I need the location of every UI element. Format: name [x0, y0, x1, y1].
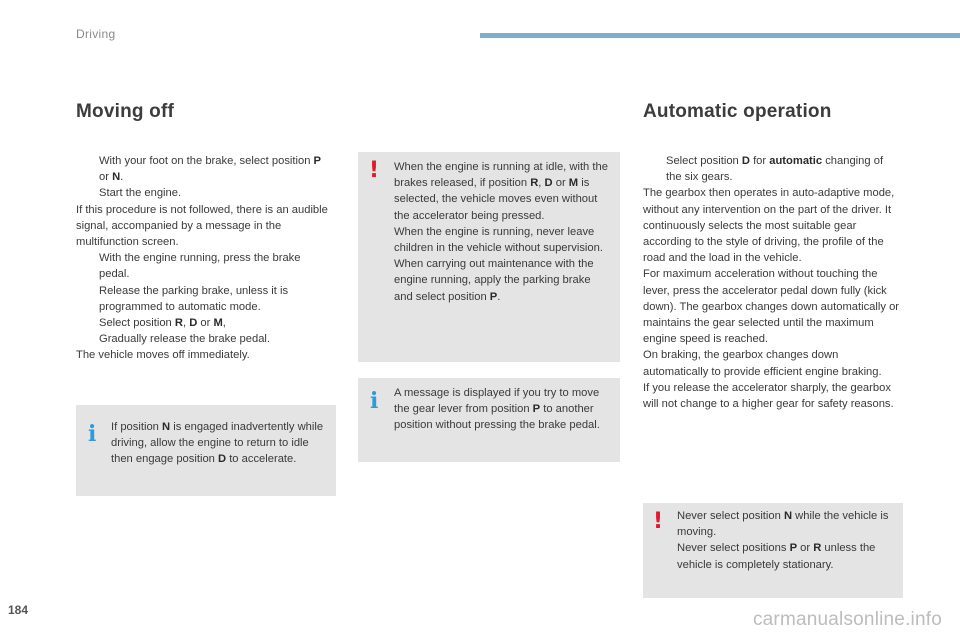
text-run: Never select positions — [677, 542, 790, 555]
emphasis-text: automatic — [769, 155, 823, 167]
info-icon: i — [88, 421, 97, 447]
bullet-item — [76, 283, 332, 315]
paragraph — [76, 347, 332, 363]
text-run: , — [222, 317, 226, 330]
paragraph — [643, 347, 901, 379]
info-icon: i — [370, 388, 379, 414]
text-run: When the engine is running, never leave children in the vehicle without supervision. — [394, 225, 603, 255]
text-run: The gearbox then operates in auto-adaptive mode, without any intervention on the part of the driver. It continuously selects the most suitable gear according to the style of driving, the profile of the road and the load in the vehicle. — [643, 187, 895, 265]
emphasis-text: N — [783, 510, 793, 522]
text-run: If this procedure is not followed, there is an audible signal, accompanied by a message in the multifunction screen. — [76, 203, 328, 249]
exclamation-icon: ! — [653, 509, 664, 534]
text-run: for — [749, 155, 770, 167]
moving-off-heading: Moving off — [76, 101, 175, 122]
text-run: changing of the six gears. — [666, 155, 884, 184]
paragraph — [643, 185, 901, 266]
paragraph — [394, 256, 612, 305]
bullet-item — [76, 315, 332, 331]
emphasis-text: P — [789, 542, 798, 555]
text-run: Start the engine. — [99, 187, 182, 200]
text-run: or — [552, 177, 569, 190]
text-run: , — [538, 177, 545, 190]
text-run: With your foot on the brake, select position — [99, 155, 314, 167]
automatic-operation-heading: Automatic operation — [643, 101, 832, 122]
bullet-item — [643, 153, 901, 185]
paragraph — [111, 419, 331, 468]
emphasis-text: D — [189, 317, 198, 330]
paragraph — [394, 224, 612, 256]
automatic-operation-text — [643, 153, 901, 412]
page-number: 184 — [8, 603, 29, 617]
text-run: , — [182, 317, 190, 330]
text-run: unless the vehicle is completely stationary. — [677, 542, 876, 571]
emphasis-text: D — [544, 177, 553, 190]
text-run: to another position without pressing the brake pedal. — [394, 403, 600, 432]
text-run: For maximum acceleration without touching the lever, press the accelerator pedal down fully (kick down). The gearbox changes down automatically or maintains the gear selected until the maximum engine speed is reached. — [643, 268, 900, 346]
text-run: Select position — [99, 317, 175, 330]
warning-note-text — [394, 159, 612, 305]
text-run: Select position — [666, 155, 742, 167]
paragraph — [394, 159, 612, 224]
text-run: is engaged inadvertently while driving, allow the engine to return to idle then engage position — [111, 421, 324, 466]
text-run: If position — [111, 421, 162, 433]
emphasis-text: D — [218, 453, 227, 466]
paragraph — [76, 202, 332, 251]
emphasis-text: P — [489, 290, 498, 303]
paragraph — [677, 540, 899, 572]
paragraph — [677, 508, 899, 540]
info-note-text — [394, 385, 612, 434]
text-run: If you release the accelerator sharply, the gearbox will not change to a higher gear for safety reasons. — [643, 381, 894, 411]
emphasis-text: P — [313, 155, 322, 167]
header-accent-bar — [480, 33, 960, 38]
text-run: When carrying out maintenance with the engine running, apply the parking brake and select position — [394, 258, 594, 303]
exclamation-icon: ! — [369, 158, 380, 183]
text-run: while the vehicle is moving. — [677, 510, 889, 539]
text-run: With the engine running, press the brake pedal. — [99, 252, 301, 281]
paragraph — [643, 266, 901, 347]
text-run: is selected, the vehicle moves even without the accelerator being pressed. — [394, 177, 598, 222]
text-run: or — [197, 317, 214, 330]
text-run: . — [120, 171, 124, 184]
emphasis-text: P — [532, 403, 541, 416]
text-run: When the engine is running at idle, with the brakes released, if position — [394, 161, 608, 190]
emphasis-text: R — [174, 317, 183, 330]
text-run: A message is displayed if you try to move the gear lever from position — [394, 387, 600, 416]
emphasis-text: N — [112, 171, 121, 184]
paragraph — [394, 385, 612, 434]
text-run: . — [497, 290, 501, 303]
moving-off-steps — [76, 153, 332, 364]
bullet-item — [76, 153, 332, 185]
idle-warning-note — [358, 152, 620, 362]
text-run: On braking, the gearbox changes down automatically to provide efficient engine braking. — [643, 349, 882, 378]
text-run: to accelerate. — [226, 453, 297, 466]
text-run: Gradually release the brake pedal. — [99, 333, 271, 346]
emphasis-text: R — [813, 542, 822, 555]
bullet-item — [76, 185, 332, 201]
warning-note-text — [677, 508, 899, 573]
gear-lever-info-note — [358, 378, 620, 462]
emphasis-text: N — [162, 421, 171, 433]
watermark: carmanualsonline.info — [752, 609, 942, 630]
emphasis-text: M — [213, 317, 223, 330]
moving-off-info-note — [76, 405, 336, 496]
emphasis-text: R — [530, 177, 539, 190]
bullet-item — [76, 331, 332, 347]
text-run: or — [797, 542, 814, 555]
text-run: The vehicle moves off immediately. — [76, 349, 250, 362]
info-note-text — [111, 419, 331, 468]
section-label: Driving — [76, 27, 116, 41]
text-run: Never select position — [677, 510, 784, 522]
emphasis-text: D — [741, 155, 750, 167]
text-run: Release the parking brake, unless it is programmed to automatic mode. — [99, 284, 289, 313]
emphasis-text: M — [568, 177, 579, 190]
stationary-warning-note — [643, 503, 903, 598]
bullet-item — [76, 250, 332, 282]
paragraph — [643, 380, 901, 412]
text-run: or — [99, 171, 113, 184]
